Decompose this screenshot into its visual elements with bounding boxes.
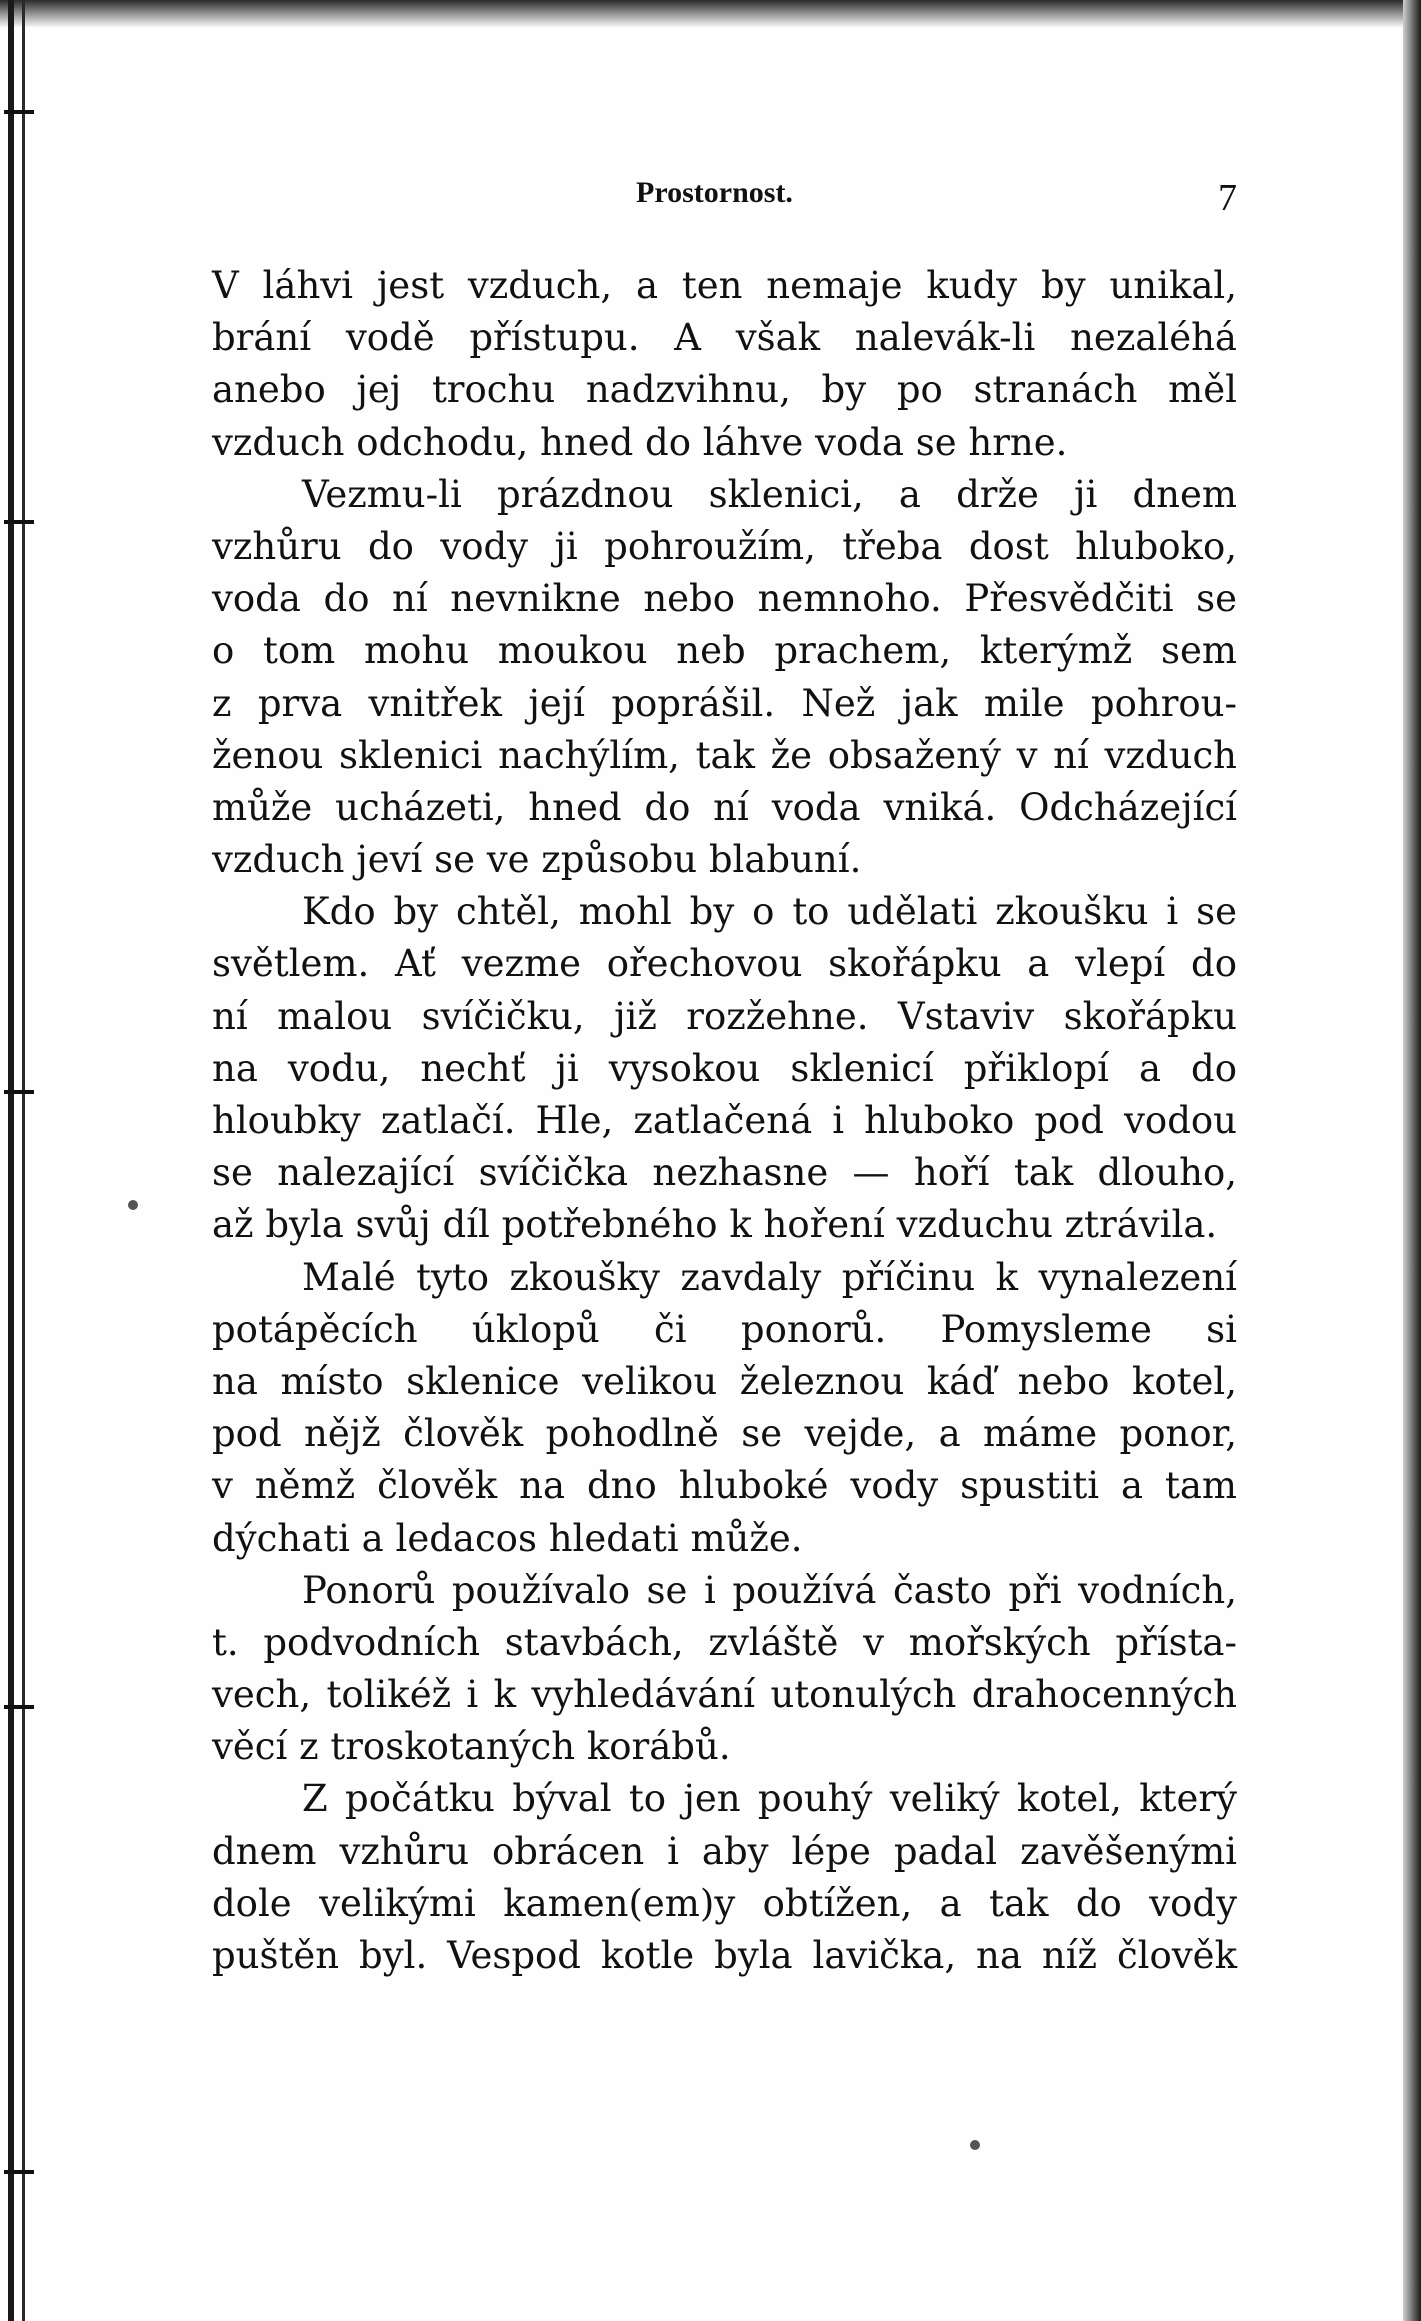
text-line: V láhvi jest vzduch, a ten nemaje kudy by unikal, xyxy=(212,264,1237,307)
text-line: dnem vzhůru obrácen i aby lépe padal zavěšenými xyxy=(212,1829,1237,1873)
text-line: Kdo by chtěl, mohl by o to udělati zkoušku i se xyxy=(302,890,1237,934)
scan-edge-top xyxy=(0,0,1421,28)
text-line: na místo sklenice velikou železnou káď nebo kotel, xyxy=(212,1359,1237,1403)
text-line: vzduch jeví se ve způsobu blabuní. xyxy=(212,838,862,882)
margin-mark xyxy=(4,2170,34,2174)
text-line: ženou sklenici nachýlím, tak že obsažený v ní vzduch xyxy=(212,733,1237,777)
text-line: světlem. Ať vezme ořechovou skořápku a vlepí do xyxy=(212,942,1237,986)
page-header xyxy=(212,176,1237,220)
text-line: vzhůru do vody ji pohroužím, třeba dost hluboko, xyxy=(212,524,1237,568)
body-text xyxy=(212,260,1237,2020)
text-line: vzduch odchodu, hned do láhve voda se hrne. xyxy=(212,420,1068,464)
text-line: Malé tyto zkoušky zavdaly příčinu k vynalezení xyxy=(302,1255,1237,1299)
text-line: brání vodě přístupu. A však nalevák-li nezaléhá xyxy=(212,316,1237,360)
text-line: ní malou svíčičku, již rozžehne. Vstaviv skořápku xyxy=(212,994,1237,1038)
text-line: v němž člověk na dno hluboké vody spustiti a tam xyxy=(212,1464,1237,1508)
text-line: se nalezající svíčička nezhasne — hoří tak dlouho, xyxy=(212,1151,1237,1195)
text-line: anebo jej trochu nadzvihnu, by po stranách měl xyxy=(212,368,1237,412)
page-number: 7 xyxy=(1218,177,1237,219)
binding-edge-inner xyxy=(22,0,25,2321)
paper-speck xyxy=(128,1200,138,1210)
scan-edge-right xyxy=(1403,0,1421,2321)
text-line: voda do ní nevnikne nebo nemnoho. Přesvědčiti se xyxy=(212,577,1237,621)
binding-edge xyxy=(8,0,14,2321)
text-line: o tom mohu moukou neb prachem, kterýmž sem xyxy=(212,629,1237,673)
text-line: t. podvodních stavbách, zvláště v mořských přísta- xyxy=(212,1620,1237,1664)
text-line: na vodu, nechť ji vysokou sklenicí přiklopí a do xyxy=(212,1046,1237,1090)
text-line: věcí z troskotaných korábů. xyxy=(212,1725,731,1769)
paper-speck xyxy=(970,2140,980,2150)
text-line: hloubky zatlačí. Hle, zatlačená i hluboko pod vodou xyxy=(212,1099,1237,1142)
text-line: potápěcích úklopů či ponorů. Pomysleme si xyxy=(212,1307,1237,1351)
text-line: vech, tolikéž i k vyhledávání utonulých drahocenných xyxy=(212,1673,1237,1717)
text-line: pod nějž člověk pohodlně se vejde, a máme ponor, xyxy=(212,1412,1237,1456)
text-line: může ucházeti, hned do ní voda vniká. Odcházející xyxy=(212,785,1237,829)
running-title: Prostornost. xyxy=(636,176,793,209)
text-line: Vezmu-li prázdnou sklenici, a drže ji dnem xyxy=(302,472,1237,516)
margin-mark xyxy=(4,1090,34,1094)
text-line: puštěn byl. Vespod kotle byla lavička, na níž člověk xyxy=(212,1934,1237,1977)
text-line: z prva vnitřek její poprášil. Než jak mile pohrou- xyxy=(212,681,1237,725)
margin-mark xyxy=(4,1705,34,1709)
text-line: Z počátku býval to jen pouhý veliký kotel, který xyxy=(302,1777,1237,1821)
text-line: dýchati a ledacos hledati může. xyxy=(212,1516,803,1560)
margin-mark xyxy=(4,520,34,524)
text-line: Ponorů používalo se i používá často při vodních, xyxy=(302,1568,1237,1612)
text-line: dole velikými kamen(em)y obtížen, a tak do vody xyxy=(212,1881,1237,1925)
margin-mark xyxy=(4,110,34,114)
text-line: až byla svůj díl potřebného k hoření vzduchu ztrávila. xyxy=(212,1203,1218,1247)
